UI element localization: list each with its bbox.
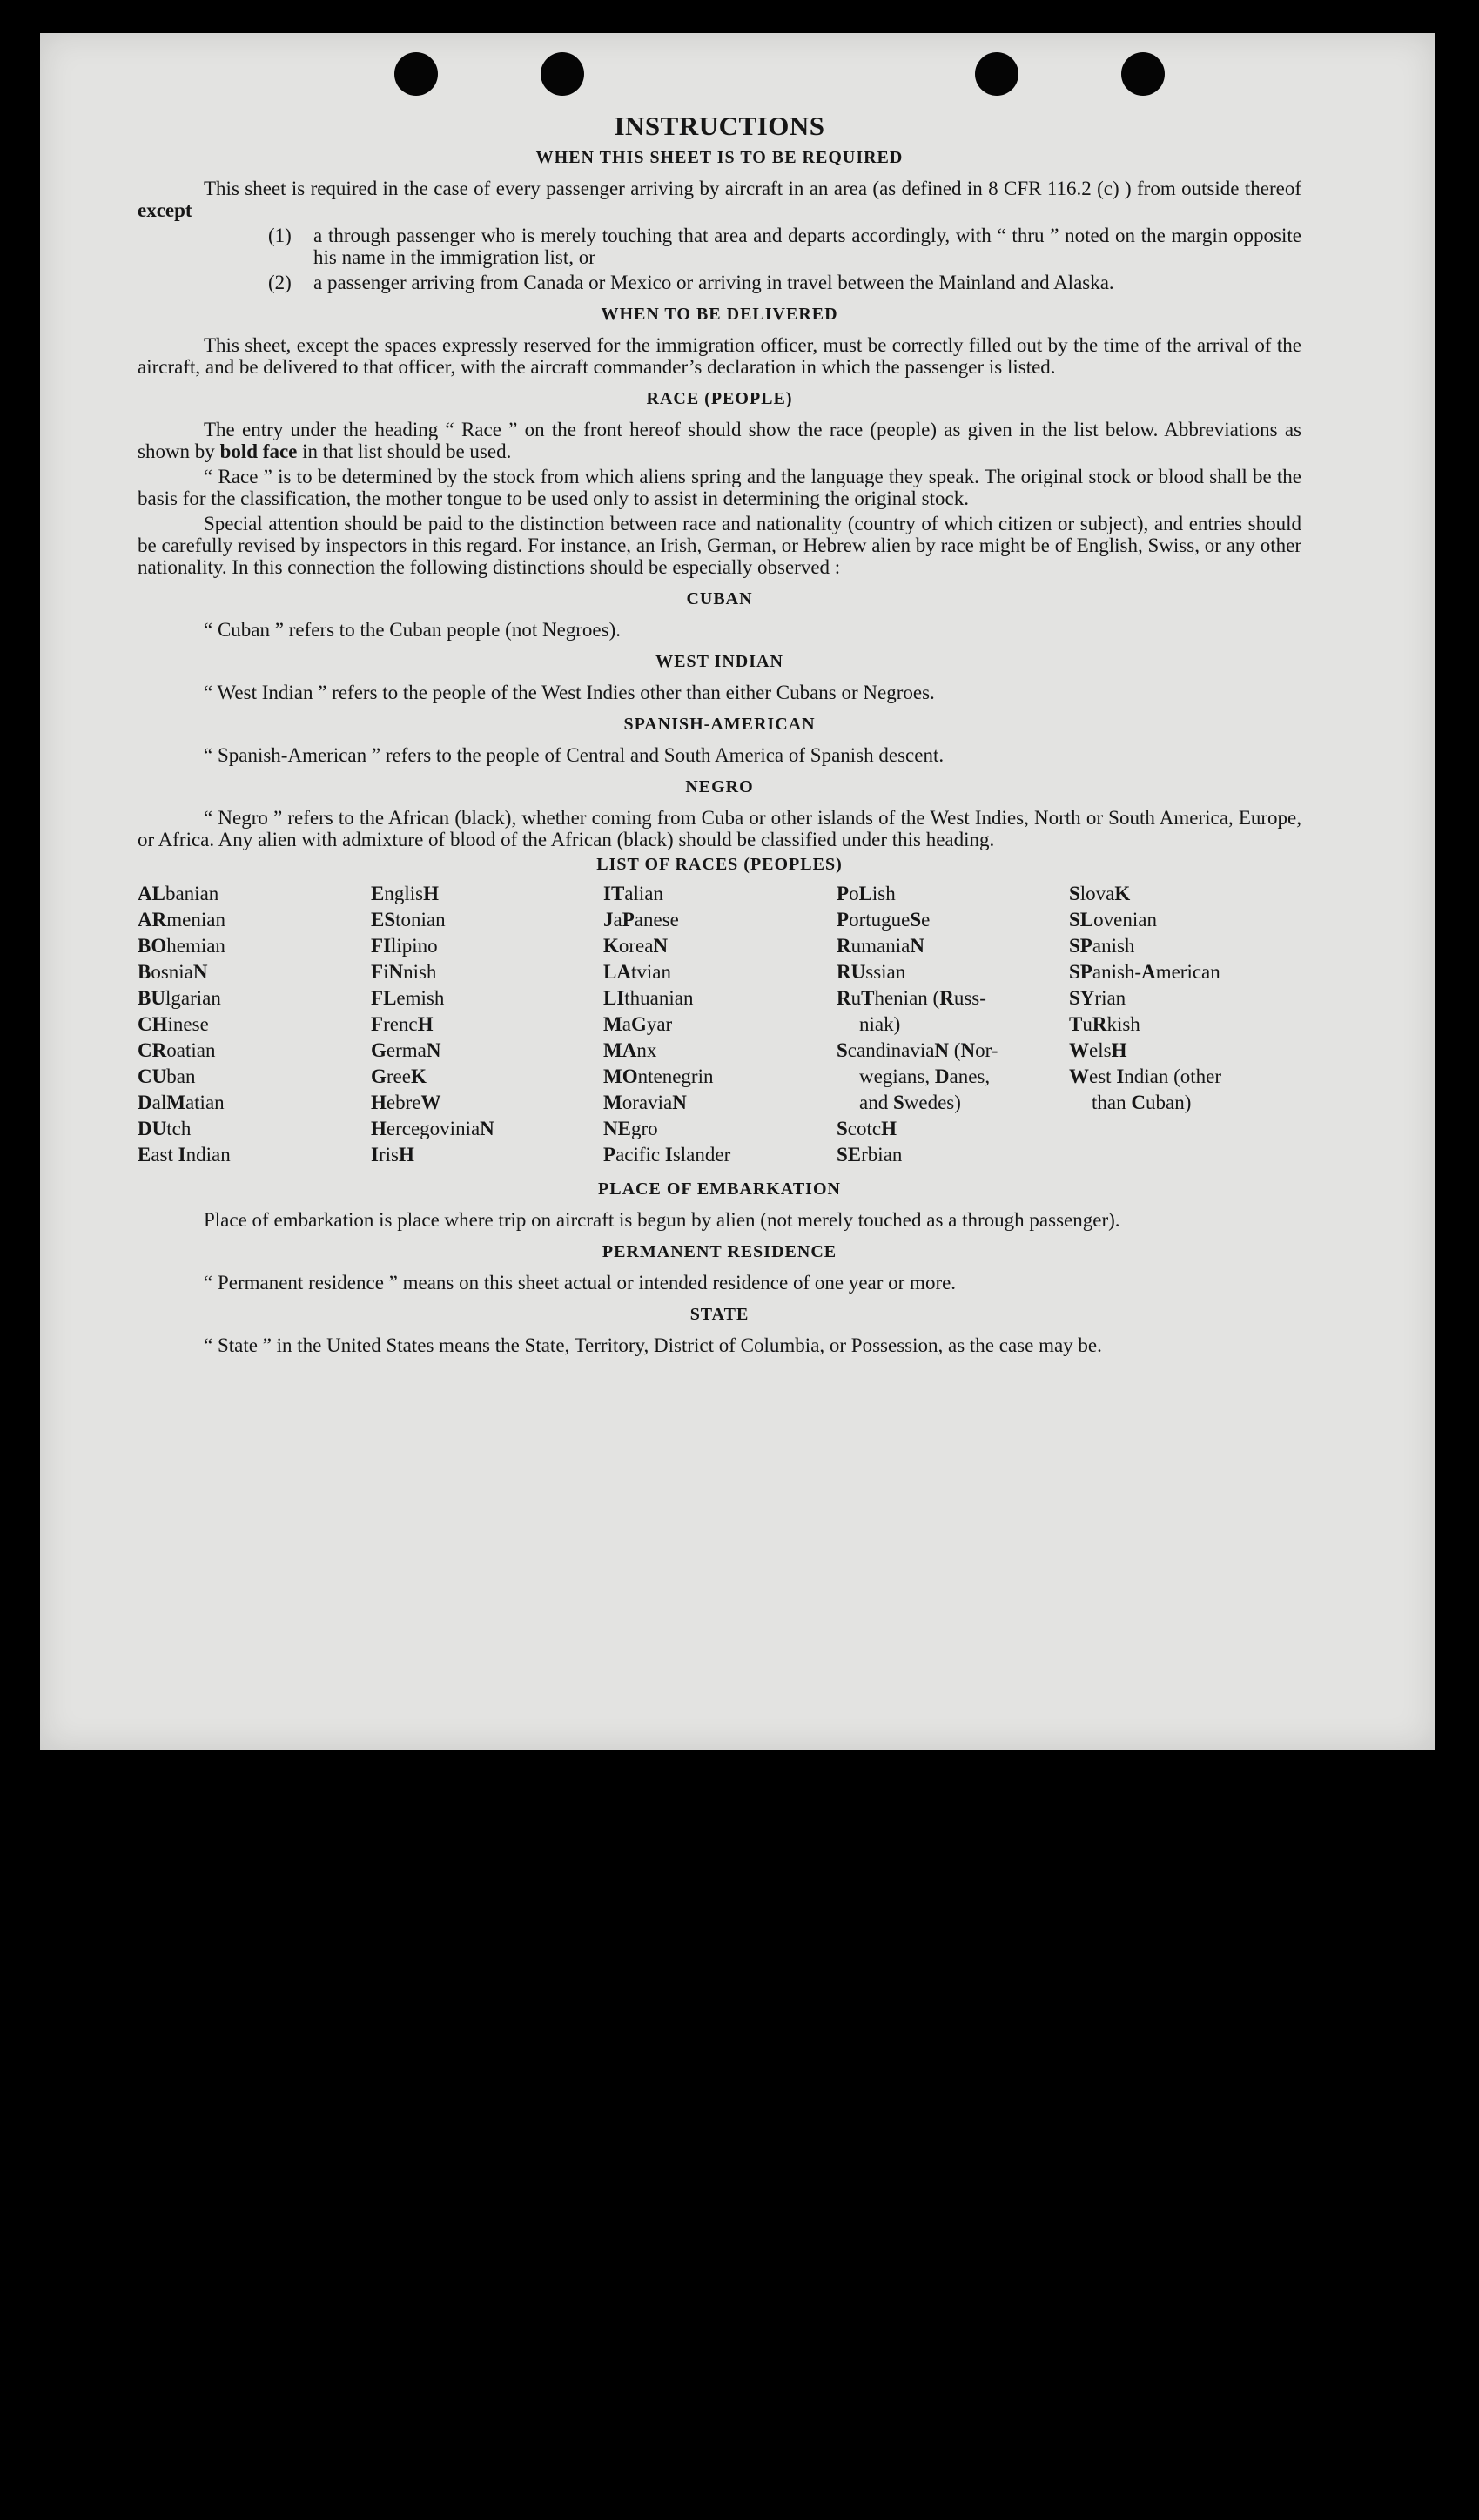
- race-entry: TuRkish: [1069, 1013, 1140, 1035]
- race-entry: East Indian: [138, 1144, 231, 1166]
- race-entry: MOntenegrin: [603, 1065, 714, 1087]
- section-heading-race: RACE (PEOPLE): [646, 389, 793, 408]
- section-heading-embarkation: PLACE OF EMBARKATION: [598, 1179, 841, 1199]
- cuban-text: “ Cuban ” refers to the Cuban people (not Negroes).: [204, 619, 622, 641]
- race-entry: IrisH: [371, 1144, 414, 1166]
- race-entry: LIthuanian: [603, 987, 694, 1009]
- race-entry: SPanish: [1069, 935, 1135, 957]
- race-entry: ScandinaviaN (Nor-: [837, 1039, 998, 1061]
- race-entry: HebreW: [371, 1092, 441, 1113]
- races-column-4: [837, 881, 1069, 1168]
- section-heading-spanish-american: SPANISH-AMERICAN: [623, 715, 816, 734]
- race-entry: DalMatian: [138, 1092, 225, 1113]
- race-entry: SErbian: [837, 1144, 903, 1166]
- race-entry: BosniaN: [138, 961, 208, 983]
- spanish-american-text: “ Spanish-American ” refers to the people of Central and South America of Spanish descent.: [204, 744, 945, 766]
- race-entry: PortugueSe: [837, 909, 931, 931]
- section-heading-cuban: CUBAN: [686, 589, 753, 608]
- race-entry: FrencH: [371, 1013, 434, 1035]
- race-entry: GermaN: [371, 1039, 441, 1061]
- race-entry: FiNnish: [371, 961, 437, 983]
- races-column-5: [1069, 881, 1301, 1168]
- race-entry: CHinese: [138, 1013, 209, 1035]
- races-column-3: [603, 881, 837, 1168]
- race-entry: GreeK: [371, 1065, 427, 1087]
- race-paragraph-1: The entry under the heading “ Race ” on the front hereof should show the race (people) as given in the list below. Abbreviations as shown by bold face in that list should be used.: [138, 419, 1301, 462]
- race-entry: FIlipino: [371, 935, 438, 957]
- race-entry: SLovenian: [1069, 909, 1157, 931]
- section-heading-races-list: LIST OF RACES (PEOPLES): [596, 855, 843, 874]
- race-entry: PoLish: [837, 883, 896, 904]
- section-heading-negro: NEGRO: [685, 777, 754, 796]
- punch-hole: [975, 52, 1018, 96]
- race-entry: RuThenian (Russ-: [837, 987, 986, 1009]
- race-entry: LAtvian: [603, 961, 671, 983]
- race-paragraph-2: “ Race ” is to be determined by the stock from which aliens spring and the language they speak. The original stock or blood shall be the basis for the classification, the mother tongue to be used only to assist in determining the original stock.: [138, 466, 1301, 509]
- state-text: “ State ” in the United States means the State, Territory, District of Columbia, or Possession, as the case may be.: [204, 1334, 1102, 1356]
- race-entry: than Cuban): [1092, 1092, 1192, 1113]
- race-entry: JaPanese: [603, 909, 679, 931]
- race-entry: wegians, Danes,: [859, 1065, 991, 1087]
- section-heading-state: STATE: [689, 1305, 750, 1324]
- race-entry: RUssian: [837, 961, 906, 983]
- race-entry: ITalian: [603, 883, 663, 904]
- negro-text: “ Negro ” refers to the African (black), whether coming from Cuba or other islands of the West Indies, North or South America, Europe, or Africa. Any alien with admixture of blood of the African (black) should be classified under this heading.: [138, 807, 1301, 850]
- race-entry: ScotcH: [837, 1118, 897, 1139]
- race-entry: MaGyar: [603, 1013, 673, 1035]
- race-entry: MAnx: [603, 1039, 657, 1061]
- page-title: INSTRUCTIONS: [614, 111, 825, 141]
- race-entry: BUlgarian: [138, 987, 221, 1009]
- exception-item-2: (2) a passenger arriving from Canada or Mexico or arriving in travel between the Mainland and Alaska.: [268, 272, 1114, 293]
- race-entry: CUban: [138, 1065, 196, 1087]
- race-entry: ALbanian: [138, 883, 219, 904]
- race-entry: RumaniaN: [837, 935, 924, 957]
- section-heading-west-indian: WEST INDIAN: [655, 652, 783, 671]
- punch-hole: [394, 52, 438, 96]
- section-heading-residence: PERMANENT RESIDENCE: [602, 1242, 837, 1261]
- punch-hole: [1121, 52, 1165, 96]
- race-entry: and Swedes): [859, 1092, 961, 1113]
- exception-item-1: (1) a through passenger who is merely touching that area and departs accordingly, with “ thru ” noted on the margin opposite his name in the immigration list, or: [268, 225, 1301, 268]
- race-entry: MoraviaN: [603, 1092, 687, 1113]
- embarkation-text: Place of embarkation is place where trip on aircraft is begun by alien (not merely touched as a through passenger).: [204, 1209, 1120, 1231]
- race-entry: BOhemian: [138, 935, 225, 957]
- race-entry: NEgro: [603, 1118, 658, 1139]
- race-paragraph-3: Special attention should be paid to the distinction between race and nationality (country of which citizen or subject), and entries should be carefully revised by inspectors in this regard. For instance, an Irish, German, or Hebrew alien by race might be of English, Swiss, or any other nationality. In this connection the following distinctions should be especially observed :: [138, 513, 1301, 578]
- required-intro: This sheet is required in the case of every passenger arriving by aircraft in an area (as defined in 8 CFR 116.2 (c) ) from outside thereof except: [138, 178, 1301, 221]
- races-column-1: [138, 881, 371, 1168]
- race-entry: niak): [859, 1013, 901, 1035]
- race-entry: Pacific Islander: [603, 1144, 731, 1166]
- races-list: [138, 881, 1301, 1168]
- race-entry: CRoatian: [138, 1039, 216, 1061]
- west-indian-text: “ West Indian ” refers to the people of the West Indies other than either Cubans or Negroes.: [204, 682, 935, 703]
- residence-text: “ Permanent residence ” means on this sheet actual or intended residence of one year or more.: [204, 1272, 957, 1294]
- race-entry: DUtch: [138, 1118, 192, 1139]
- race-entry: SYrian: [1069, 987, 1126, 1009]
- race-entry: WelsH: [1069, 1039, 1127, 1061]
- punch-hole: [541, 52, 584, 96]
- section-heading-required: WHEN THIS SHEET IS TO BE REQUIRED: [535, 148, 904, 167]
- race-entry: HercegoviniaN: [371, 1118, 494, 1139]
- race-entry: FLemish: [371, 987, 445, 1009]
- race-entry: ARmenian: [138, 909, 225, 931]
- race-entry: West Indian (other: [1069, 1065, 1222, 1087]
- race-entry: KoreaN: [603, 935, 669, 957]
- instructions-content: [138, 111, 1301, 1360]
- race-entry: SlovaK: [1069, 883, 1131, 904]
- races-column-2: [371, 881, 603, 1168]
- delivered-text: This sheet, except the spaces expressly reserved for the immigration officer, must be correctly filled out by the time of the arrival of the aircraft, and be delivered to that officer, with the aircraft commander’s declaration in which the passenger is listed.: [138, 334, 1301, 378]
- race-entry: EnglisH: [371, 883, 439, 904]
- race-entry: SPanish-American: [1069, 961, 1220, 983]
- race-entry: EStonian: [371, 909, 446, 931]
- section-heading-delivered: WHEN TO BE DELIVERED: [601, 305, 838, 324]
